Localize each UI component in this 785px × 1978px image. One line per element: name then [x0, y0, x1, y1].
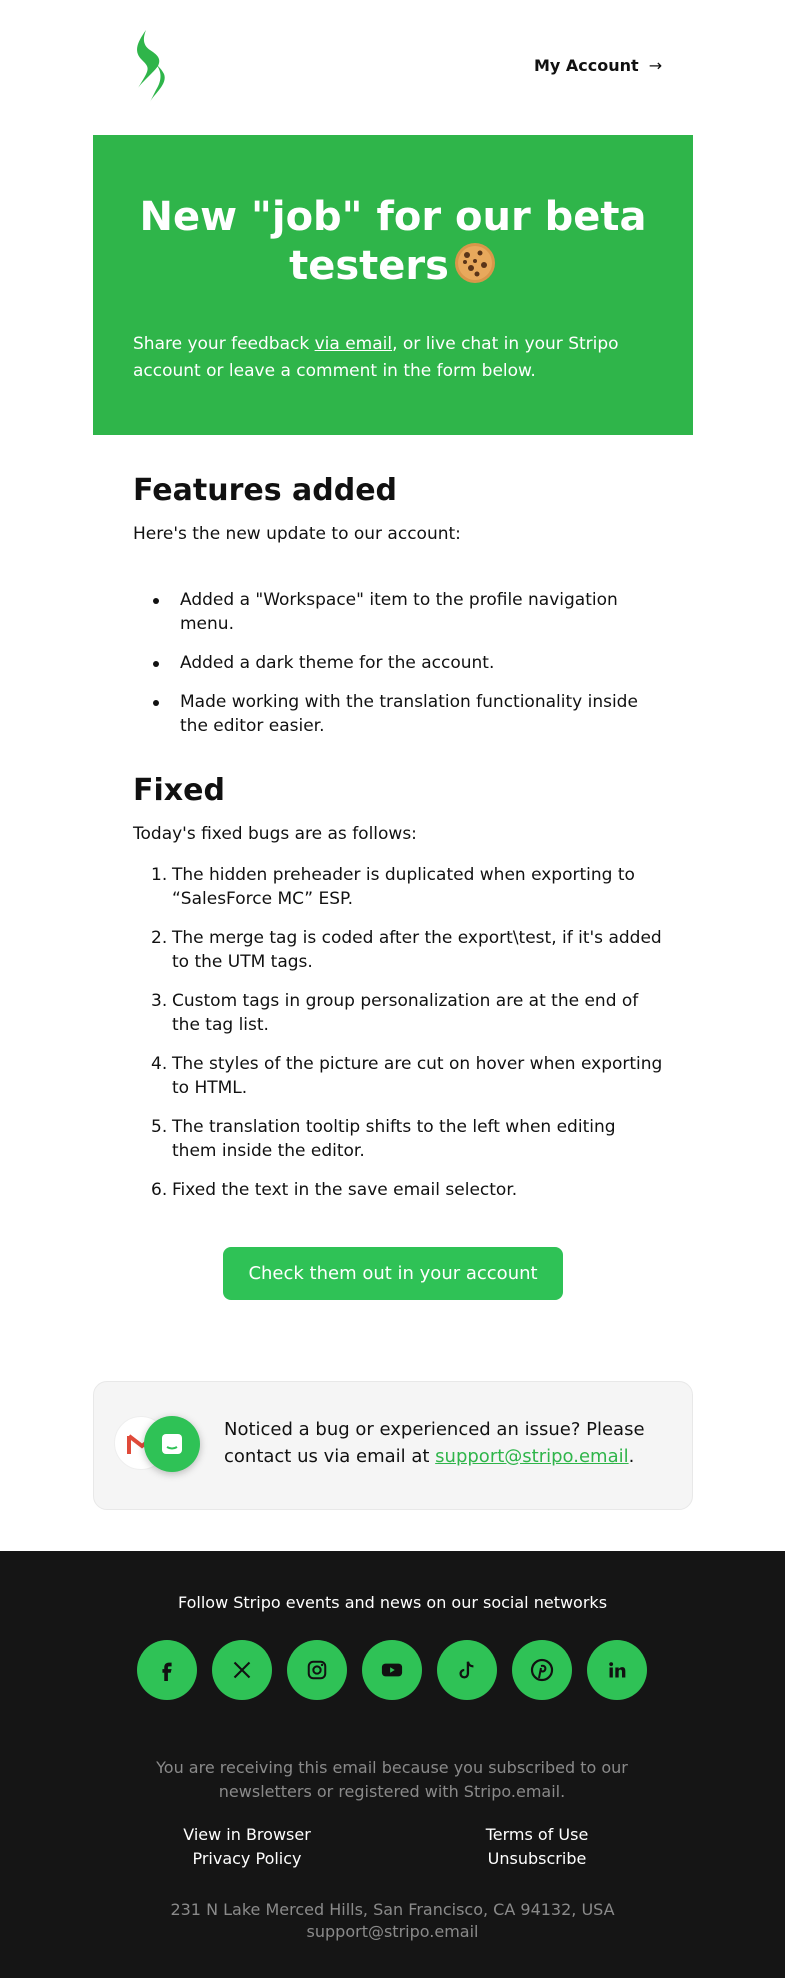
x-icon[interactable] [212, 1640, 272, 1700]
terms-of-use-link[interactable]: Terms of Use [485, 1825, 589, 1844]
email-header [0, 0, 785, 135]
support-email-link[interactable]: support@stripo.email [435, 1446, 629, 1467]
features-list [133, 588, 653, 753]
check-account-button[interactable]: Check them out in your account [223, 1247, 563, 1300]
my-account-label: My Account [534, 56, 639, 75]
hero-banner [93, 135, 693, 435]
view-in-browser-link[interactable]: View in Browser [183, 1825, 311, 1844]
privacy-policy-link[interactable]: Privacy Policy [192, 1849, 302, 1868]
hero-feedback-text: Share your feedback via email, or live chat in your Stripo account or leave a comment in the form below. [133, 334, 619, 381]
list-item: 5. The translation tooltip shifts to the left when editing them inside the editor. [151, 1117, 616, 1161]
facebook-icon[interactable] [137, 1640, 197, 1700]
contact-text: Noticed a bug or experienced an issue? Please contact us via email at support@stripo.email. [224, 1419, 645, 1467]
features-title: Features added [133, 473, 398, 508]
fixed-list [133, 863, 663, 1217]
disclaimer-text: You are receiving this email because you subscribed to our newsletters or registered with Stripo.email. [156, 1758, 628, 1801]
list-item: 1. The hidden preheader is duplicated when exporting to “SalesForce MC” ESP. [151, 865, 635, 909]
social-links [137, 1640, 649, 1700]
bullet-icon [153, 598, 159, 604]
tiktok-icon[interactable] [437, 1640, 497, 1700]
via-email-link[interactable]: via email [314, 334, 393, 354]
my-account-link[interactable] [534, 56, 662, 75]
list-item: Made working with the translation functionality inside the editor easier. [133, 690, 653, 738]
fixed-title: Fixed [133, 773, 225, 808]
linkedin-icon[interactable] [587, 1640, 647, 1700]
list-item: Added a dark theme for the account. [133, 651, 653, 675]
list-item: 2. The merge tag is coded after the export\test, if it's added to the UTM tags. [151, 928, 662, 972]
list-item: 4. The styles of the picture are cut on hover when exporting to HTML. [151, 1054, 663, 1098]
pinterest-icon[interactable] [512, 1640, 572, 1700]
youtube-icon[interactable] [362, 1640, 422, 1700]
footer-links-right [457, 1823, 617, 1871]
contact-card [93, 1381, 693, 1510]
bullet-icon [153, 661, 159, 667]
list-item: Added a "Workspace" item to the profile navigation menu. [133, 588, 653, 636]
company-address: 231 N Lake Merced Hills, San Francisco, CA 94132, USA support@stripo.email [0, 1899, 785, 1943]
stripo-logo-icon[interactable] [128, 28, 172, 104]
footer-support-email[interactable]: support@stripo.email [306, 1922, 479, 1941]
list-item: 6. Fixed the text in the save email selector. [151, 1180, 518, 1200]
instagram-icon[interactable] [287, 1640, 347, 1700]
unsubscribe-link[interactable]: Unsubscribe [487, 1849, 587, 1868]
bullet-icon [153, 700, 159, 706]
features-intro: Here's the new update to our account: [133, 524, 461, 544]
list-item: 3. Custom tags in group personalization are at the end of the tag list. [151, 991, 639, 1035]
cookie-icon [453, 241, 497, 285]
chat-icon[interactable] [144, 1416, 200, 1472]
footer [0, 1551, 785, 1978]
follow-text: Follow Stripo events and news on our social networks [177, 1593, 608, 1612]
hero-title: New "job" for our beta testers [139, 194, 647, 289]
arrow-right-icon: → [648, 56, 663, 75]
fixed-intro: Today's fixed bugs are as follows: [133, 824, 417, 844]
footer-links-left [167, 1823, 327, 1871]
